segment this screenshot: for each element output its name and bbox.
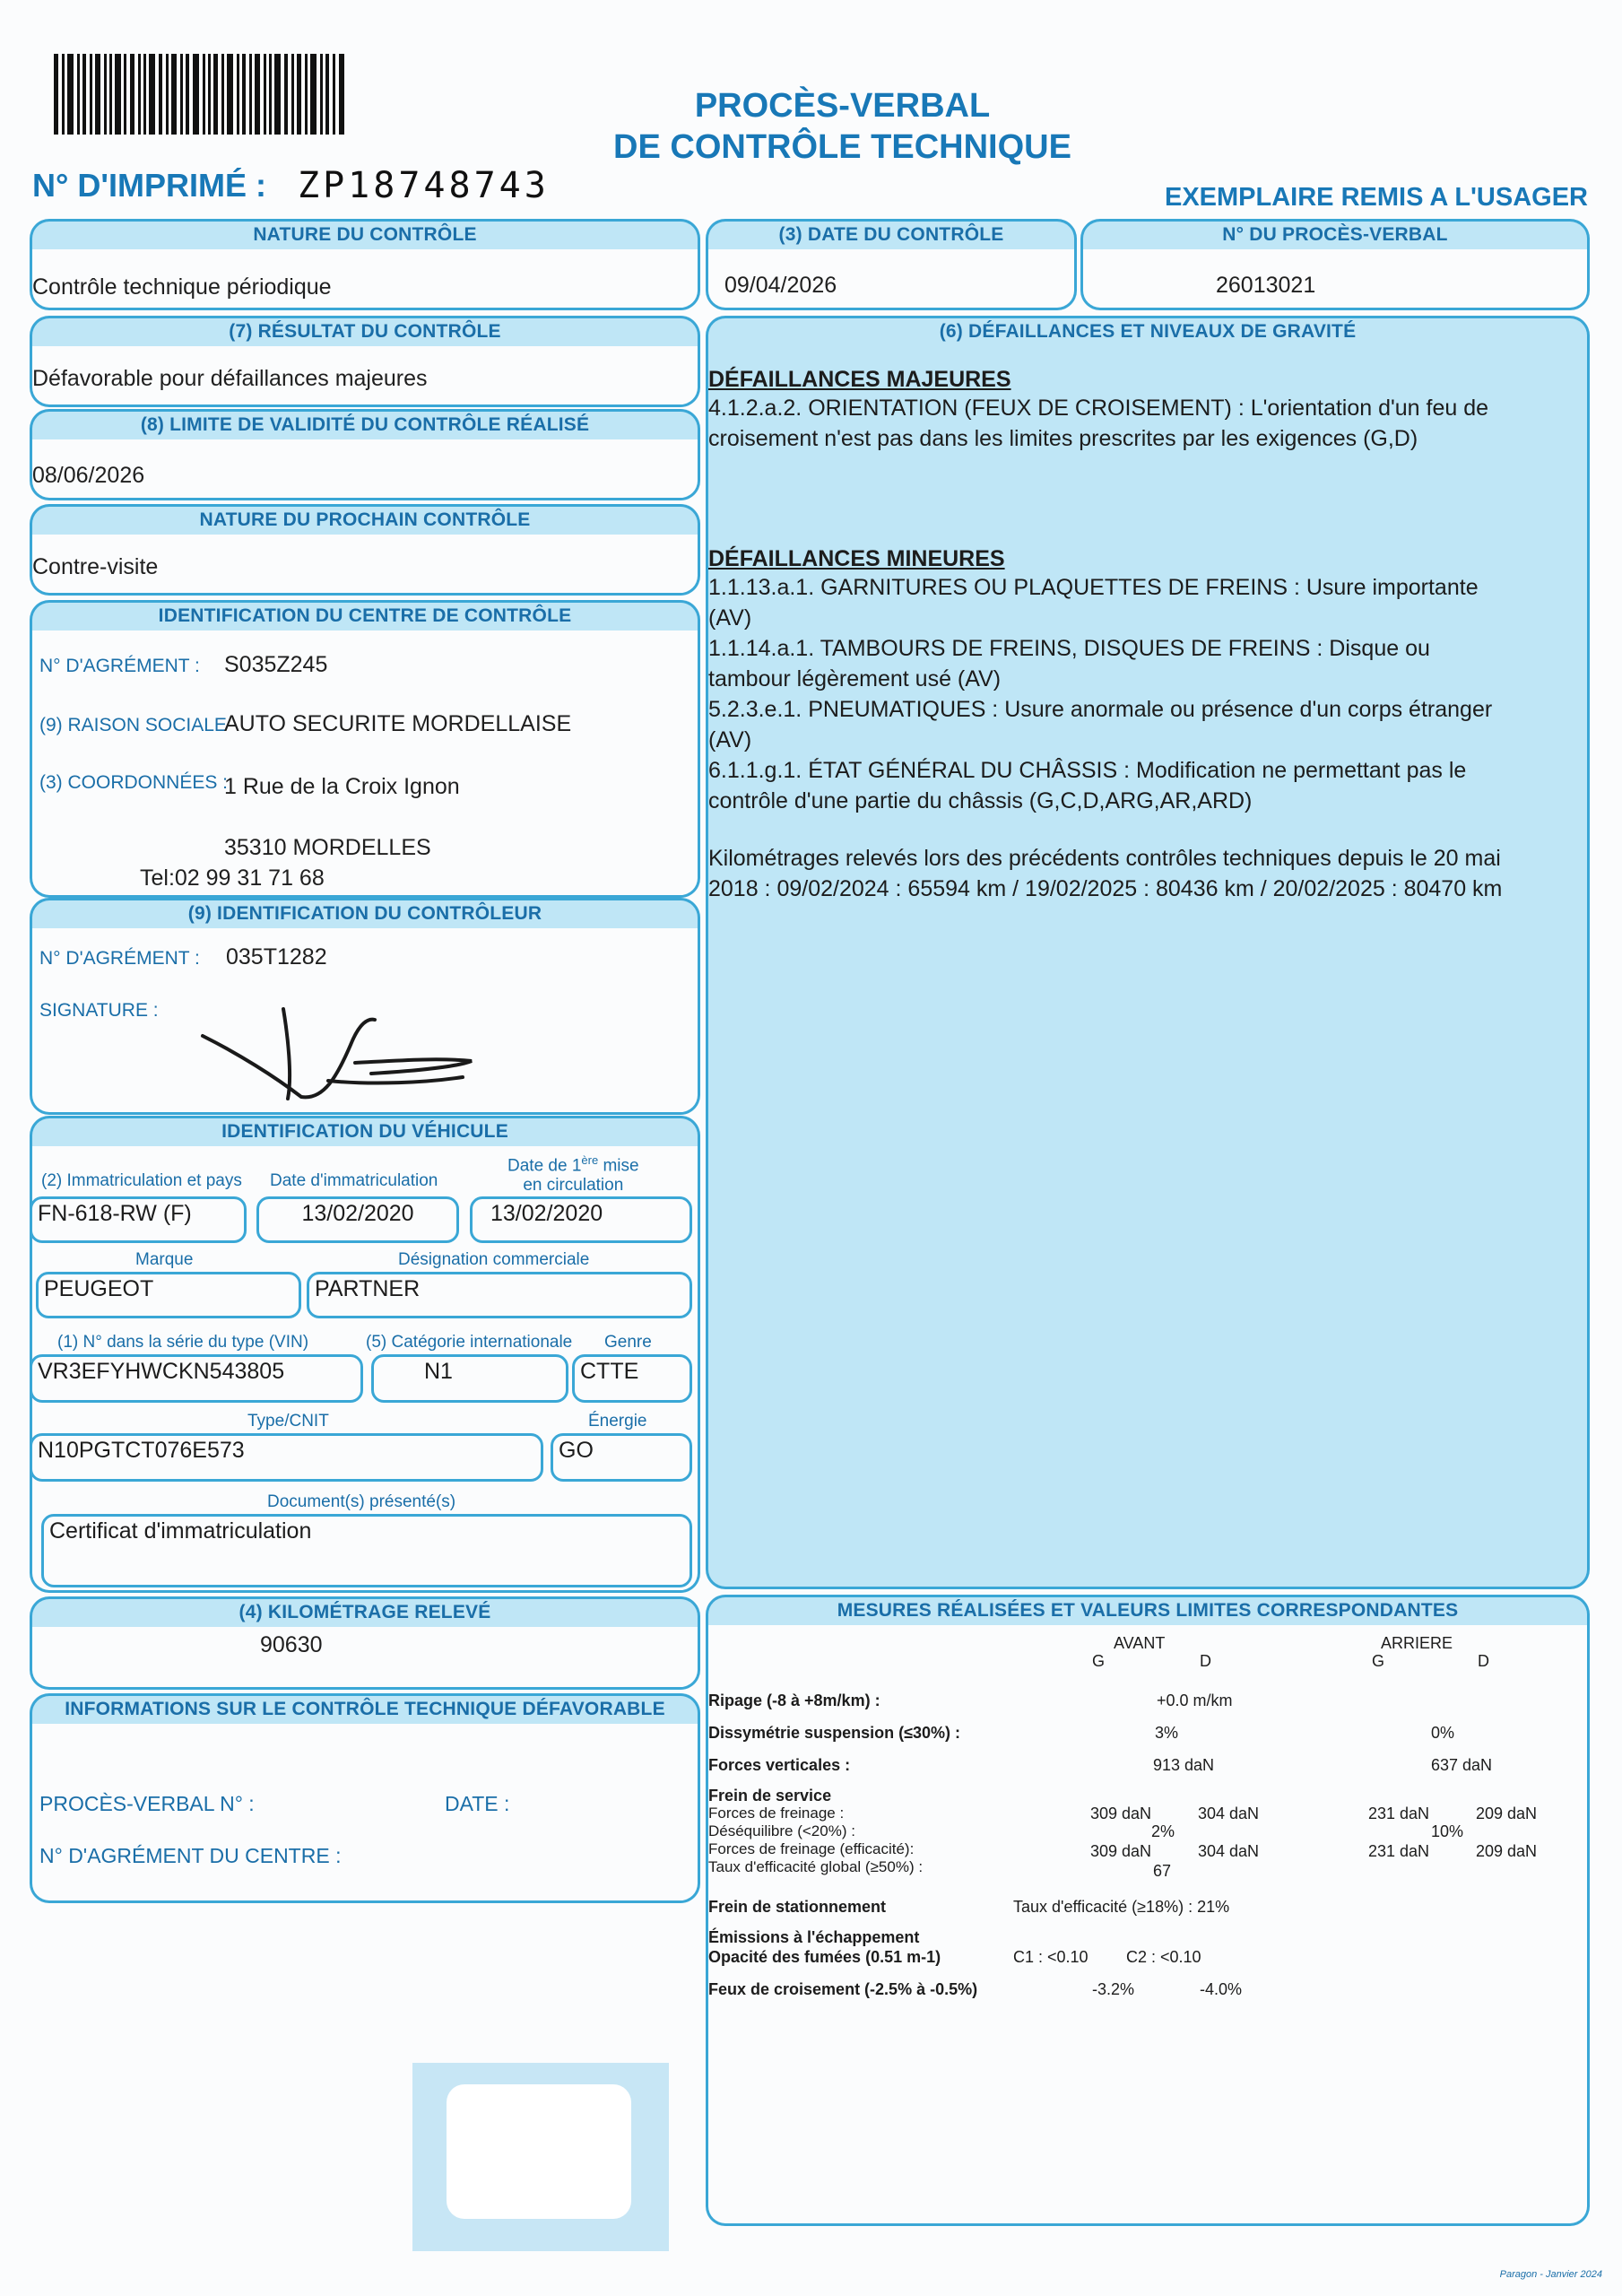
frein-service-label: Frein de service <box>708 1787 832 1805</box>
hologram-area <box>412 2063 669 2251</box>
ripage-value: +0.0 m/km <box>1157 1692 1233 1709</box>
designation-label: Désignation commerciale <box>398 1250 590 1269</box>
title-line-2: DE CONTRÔLE TECHNIQUE <box>613 128 1071 166</box>
feux-croisement-label: Feux de croisement (-2.5% à -0.5%) <box>708 1980 978 1998</box>
ffe-arriere-g: 231 daN <box>1368 1842 1430 1860</box>
kilometrage-box <box>30 1627 700 1690</box>
vehicule-box <box>30 1146 700 1593</box>
desequilibre-avant: 2% <box>1151 1822 1175 1840</box>
centre-header: IDENTIFICATION DU CENTRE DE CONTRÔLE <box>30 600 700 631</box>
documents-field: Certificat d'immatriculation <box>41 1514 692 1587</box>
vin-label: (1) N° dans la série du type (VIN) <box>57 1333 309 1352</box>
kilometrage-value: 90630 <box>260 1632 323 1657</box>
mesures-box <box>706 1625 1590 2226</box>
imprime-label: N° D'IMPRIMÉ : <box>32 167 266 204</box>
title-line-1: PROCÈS-VERBAL <box>694 87 991 125</box>
defavorable-header: INFORMATIONS SUR LE CONTRÔLE TECHNIQUE DÉFAVORABLE <box>30 1693 700 1724</box>
defaillances-header: (6) DÉFAILLANCES ET NIVEAUX DE GRAVITÉ <box>706 316 1590 346</box>
limite-box <box>30 439 700 500</box>
dissymetrie-arriere: 0% <box>1431 1724 1455 1742</box>
opacite-label: Opacité des fumées (0.51 m-1) <box>708 1948 941 1966</box>
nature-controle-box <box>30 249 700 310</box>
stationnement-label: Frein de stationnement <box>708 1898 887 1916</box>
dissymetrie-avant: 3% <box>1155 1724 1179 1742</box>
raison-sociale-value: AUTO SECURITE MORDELLAISE <box>224 711 572 736</box>
forces-verticales-arriere: 637 daN <box>1431 1756 1493 1774</box>
mineure-item: 6.1.1.g.1. ÉTAT GÉNÉRAL DU CHÂSSIS : Modification ne permettant pas le contrôle d'une partie du châssis (G,C,D,ARG,AR,ARD) <box>708 758 1467 813</box>
categorie-field: N1 <box>371 1354 568 1403</box>
marque-field: PEUGEOT <box>36 1272 301 1318</box>
centre-tel: Tel:02 99 31 71 68 <box>140 865 325 891</box>
documents-label: Document(s) présenté(s) <box>267 1492 456 1511</box>
controleur-agrement-label: N° D'AGRÉMENT : <box>39 948 200 969</box>
prochain-header: NATURE DU PROCHAIN CONTRÔLE <box>30 504 700 535</box>
ffe-avant-g: 309 daN <box>1090 1842 1152 1860</box>
prochain-value: Contre-visite <box>32 554 159 579</box>
defavorable-date-label: DATE : <box>445 1792 510 1815</box>
mineures-title: DÉFAILLANCES MINEURES <box>708 546 1005 571</box>
raison-sociale-label: (9) RAISON SOCIALE <box>39 715 227 735</box>
arriere-d-label: D <box>1478 1652 1489 1670</box>
imprime-number: ZP18748743 <box>298 165 550 206</box>
vin-field: VR3EFYHWCKN543805 <box>30 1354 363 1403</box>
immat-field: FN-618-RW (F) <box>30 1196 247 1243</box>
ripage-label: Ripage (-8 à +8m/km) : <box>708 1692 880 1709</box>
stationnement-value: Taux d'efficacité (≥18%) : 21% <box>1013 1898 1230 1916</box>
controleur-header: (9) IDENTIFICATION DU CONTRÔLEUR <box>30 898 700 928</box>
categorie-label: (5) Catégorie internationale <box>366 1333 573 1352</box>
desequilibre-arriere: 10% <box>1431 1822 1464 1840</box>
date-controle-box <box>706 249 1077 310</box>
opacite-c1: C1 : <0.10 <box>1013 1948 1089 1966</box>
ff-avant-g: 309 daN <box>1090 1805 1152 1822</box>
centre-agrement-label: N° D'AGRÉMENT : <box>39 656 200 676</box>
avant-label: AVANT <box>1114 1634 1166 1652</box>
coordonnees-label: (3) COORDONNÉES : <box>39 772 229 793</box>
ff-arriere-d: 209 daN <box>1476 1805 1538 1822</box>
centre-agrement-value: S035Z245 <box>224 652 328 677</box>
ffe-avant-d: 304 daN <box>1198 1842 1260 1860</box>
taux-global-value: 67 <box>1153 1862 1172 1880</box>
premiere-mise-field: 13/02/2020 <box>470 1196 692 1243</box>
date-immat-field: 13/02/2020 <box>256 1196 459 1243</box>
controleur-agrement-value: 035T1282 <box>226 944 327 970</box>
defavorable-box <box>30 1724 700 1903</box>
centre-box <box>30 631 700 898</box>
energie-field: GO <box>551 1433 692 1482</box>
signature-label: SIGNATURE : <box>39 1000 159 1021</box>
opacite-c2: C2 : <0.10 <box>1126 1948 1201 1966</box>
num-pv-header: N° DU PROCÈS-VERBAL <box>1080 219 1590 249</box>
ff-arriere-g: 231 daN <box>1368 1805 1430 1822</box>
num-pv-box <box>1080 249 1590 310</box>
ff-avant-d: 304 daN <box>1198 1805 1260 1822</box>
designation-field: PARTNER <box>307 1272 692 1318</box>
forces-verticales-avant: 913 daN <box>1153 1756 1215 1774</box>
arriere-label: ARRIERE <box>1381 1634 1453 1652</box>
controleur-box <box>30 928 700 1115</box>
resultat-value: Défavorable pour défaillances majeures <box>32 366 428 391</box>
ffe-arriere-d: 209 daN <box>1476 1842 1538 1860</box>
num-pv-value: 26013021 <box>1216 273 1316 298</box>
energie-label: Énergie <box>588 1412 647 1431</box>
feux-croisement-g: -3.2% <box>1092 1980 1135 1998</box>
mineure-item: 5.2.3.e.1. PNEUMATIQUES : Usure anormale ou présence d'un corps étranger (AV) <box>708 697 1493 752</box>
genre-label: Genre <box>604 1333 652 1352</box>
ff-efficacite-label: Forces de freinage (efficacité): <box>708 1840 915 1857</box>
arriere-g-label: G <box>1372 1652 1385 1670</box>
feux-croisement-d: -4.0% <box>1200 1980 1243 1998</box>
defavorable-pv-label: PROCÈS-VERBAL N° : <box>39 1792 255 1815</box>
majeure-item: 4.1.2.a.2. ORIENTATION (FEUX DE CROISEMENT) : L'orientation d'un feu de croisement n'est pas dans les limites prescrites par les exigences (G,D) <box>708 396 1489 451</box>
resultat-header: (7) RÉSULTAT DU CONTRÔLE <box>30 316 700 346</box>
exemplaire-label: EXEMPLAIRE REMIS A L'USAGER <box>1164 183 1588 212</box>
marque-label: Marque <box>135 1250 194 1269</box>
resultat-box <box>30 346 700 407</box>
kilometrage-header: (4) KILOMÉTRAGE RELEVÉ <box>30 1596 700 1627</box>
taux-global-label: Taux d'efficacité global (≥50%) : <box>708 1858 924 1875</box>
kilometrages-history: Kilométrages relevés lors des précédents contrôles techniques depuis le 20 mai 2018 : 09/02/2024 : 65594 km / 19/02/2025 : 80436 km / 20/02/2025 : 80470 km <box>708 846 1503 901</box>
limite-value: 08/06/2026 <box>32 463 145 488</box>
date-immat-label: Date d'immatriculation <box>270 1171 438 1190</box>
date-controle-header: (3) DATE DU CONTRÔLE <box>706 219 1077 249</box>
majeures-title: DÉFAILLANCES MAJEURES <box>708 367 1011 392</box>
centre-city: 35310 MORDELLES <box>224 835 431 860</box>
emissions-label: Émissions à l'échappement <box>708 1928 920 1946</box>
centre-address: 1 Rue de la Croix Ignon <box>224 774 460 799</box>
dissymetrie-label: Dissymétrie suspension (≤30%) : <box>708 1724 960 1742</box>
hologram-window <box>447 2084 631 2219</box>
defaillances-panel <box>706 346 1590 1589</box>
vehicule-header: IDENTIFICATION DU VÉHICULE <box>30 1116 700 1146</box>
footer-label: Paragon - Janvier 2024 <box>1499 2269 1602 2280</box>
avant-d-label: D <box>1200 1652 1211 1670</box>
date-controle-value: 09/04/2026 <box>724 273 837 298</box>
mineure-item: 1.1.13.a.1. GARNITURES OU PLAQUETTES DE FREINS : Usure importante (AV) <box>708 575 1479 631</box>
desequilibre-label: Déséquilibre (<20%) : <box>708 1822 855 1839</box>
forces-verticales-label: Forces verticales : <box>708 1756 851 1774</box>
mineure-item: 1.1.14.a.1. TAMBOURS DE FREINS, DISQUES DE FREINS : Disque ou tambour légèrement usé (AV) <box>708 636 1430 691</box>
prochain-box <box>30 535 700 596</box>
mesures-header: MESURES RÉALISÉES ET VALEURS LIMITES CORRESPONDANTES <box>706 1595 1590 1625</box>
type-label: Type/CNIT <box>247 1412 329 1431</box>
avant-g-label: G <box>1092 1652 1106 1670</box>
type-field: N10PGTCT076E573 <box>30 1433 543 1482</box>
nature-controle-header: NATURE DU CONTRÔLE <box>30 219 700 249</box>
genre-field: CTTE <box>572 1354 692 1403</box>
immat-label: (2) Immatriculation et pays <box>41 1171 242 1190</box>
defavorable-agrement-label: N° D'AGRÉMENT DU CENTRE : <box>39 1844 342 1867</box>
forces-freinage-label: Forces de freinage : <box>708 1805 845 1822</box>
limite-header: (8) LIMITE DE VALIDITÉ DU CONTRÔLE RÉALISÉ <box>30 409 700 439</box>
premiere-mise-label: Date de 1ère mise en circulation <box>507 1153 639 1196</box>
signature-image <box>167 991 543 1108</box>
nature-controle-value: Contrôle technique périodique <box>32 274 332 300</box>
